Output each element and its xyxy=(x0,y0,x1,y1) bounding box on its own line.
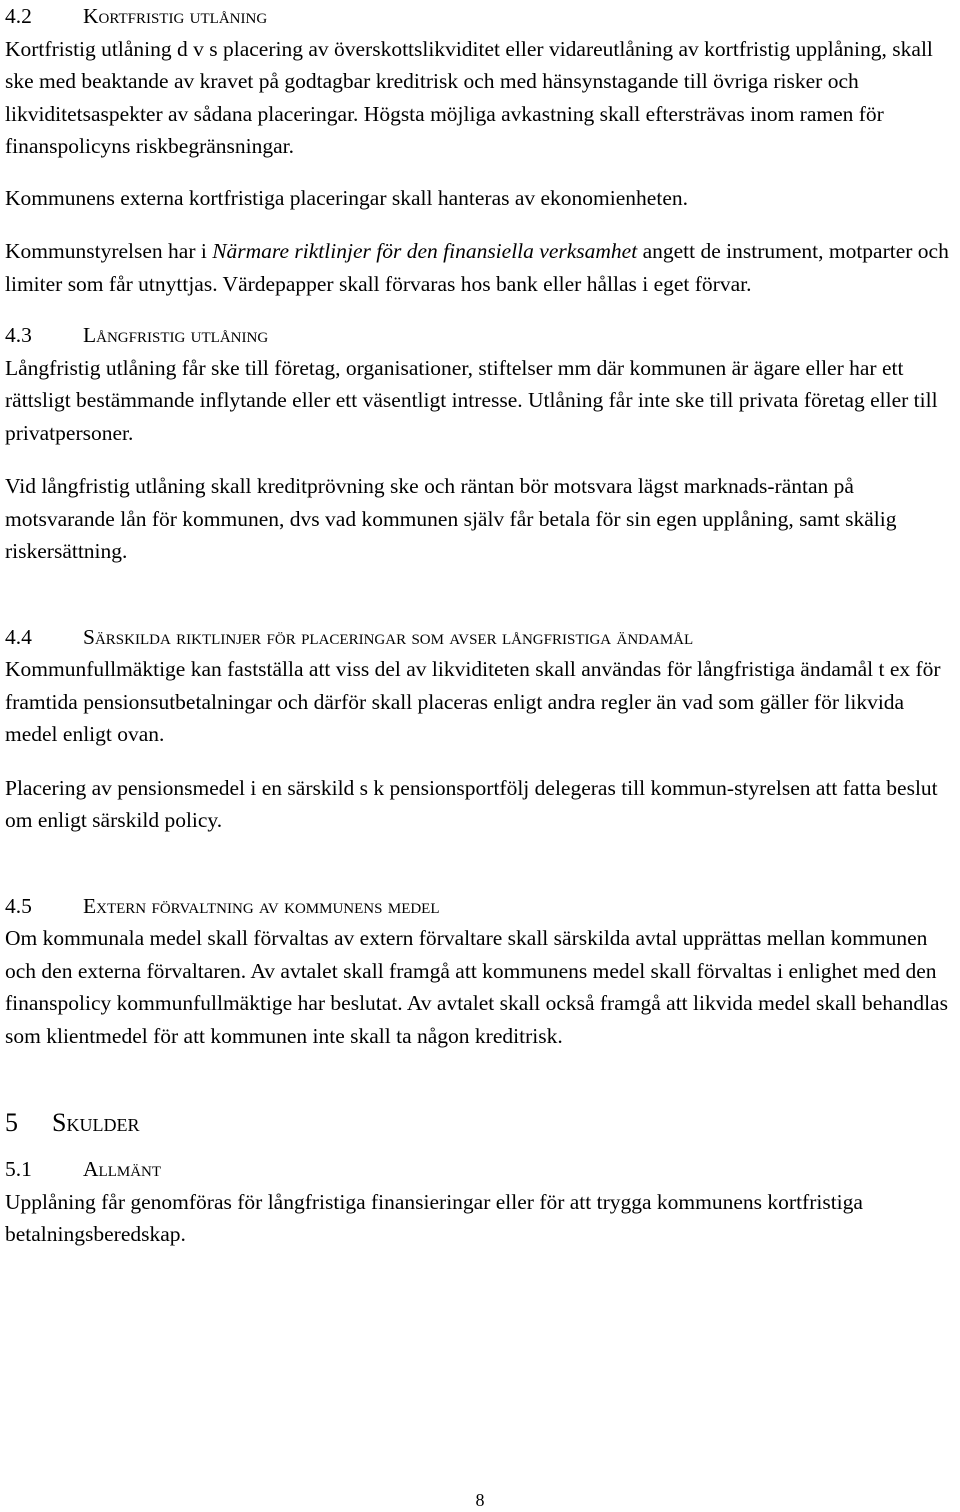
paragraph: Upplåning får genomföras för långfristiga finansieringar eller för att trygga kommunens kortfristiga betalningsberedskap. xyxy=(5,1189,863,1246)
section-number: 4.5 xyxy=(5,893,32,918)
section-number: 5.1 xyxy=(5,1157,32,1181)
paragraph: Placering av pensionsmedel i en särskild s k pensionsportfölj delegeras till kommun-styrelsen att fatta beslut om enligt särskild policy. xyxy=(5,775,938,832)
section-heading-4-3 xyxy=(5,319,953,352)
section-heading-4-5 xyxy=(5,890,953,923)
section-title: Långfristig utlåning xyxy=(83,323,269,347)
paragraph xyxy=(5,235,953,300)
chapter-heading-5 xyxy=(5,1105,953,1141)
paragraph: Om kommunala medel skall förvaltas av extern förvaltare skall särskilda avtal upprättas mellan kommunen och den externa förvaltaren. Av avtalet skall framgå att kommunens medel skall förvaltas i enlighet med den finanspolicy kommunfullmäktige har beslutat. Av avtalet skall också framgå att likvida medel skall behandlas som klientmedel för att kommunen inte skall ta någon kreditrisk. xyxy=(5,926,948,1048)
paragraph: Kommunfullmäktige kan fastställa att viss del av likviditeten skall användas för långfristiga ändamål t ex för framtida pensionsutbetalningar och därför skall placeras enligt andra regler än vad som gäller för likvida medel enligt ovan. xyxy=(5,657,941,746)
section-number: 4.4 xyxy=(5,624,32,649)
paragraph-text: Kommunstyrelsen har i xyxy=(5,239,213,263)
paragraph: Kortfristig utlåning d v s placering av överskottslikviditet eller vidareutlåning av kortfristig upplåning, skall ske med beaktande av kravet på godtagbar kreditrisk och med hänsynstagande till övriga risker och likviditetsaspekter av sådana placeringar. Högsta möjliga avkastning skall eftersträvas inom ramen för finanspolicyns riskbegränsningar. xyxy=(5,36,933,158)
paragraph: Kommunens externa kortfristiga placeringar skall hanteras av ekonomienheten. xyxy=(5,185,688,210)
chapter-title: Skulder xyxy=(52,1108,140,1137)
section-heading-4-2 xyxy=(5,0,953,33)
paragraph-text: angett de instrument, motparter och limiter som får utnyttjas. Värdepapper skall förvaras hos bank eller hållas i eget förvar. xyxy=(5,239,949,296)
section-title: Kortfristig utlåning xyxy=(83,4,268,28)
section-heading-5-1 xyxy=(5,1153,953,1186)
section-number: 4.2 xyxy=(5,4,32,28)
section-number: 4.3 xyxy=(5,323,32,347)
paragraph: Vid långfristig utlåning skall kreditprövning ske och räntan bör motsvara lägst marknads-räntan på motsvarande lån för kommunen, dvs vad kommunen själv får betala för sin egen upplåning, samt skälig riskersättning. xyxy=(5,474,897,563)
document-page xyxy=(5,0,953,1251)
chapter-number: 5 xyxy=(5,1108,18,1137)
document-reference: Närmare riktlinjer för den finansiella verksamhet xyxy=(212,239,638,263)
section-heading-4-4 xyxy=(5,621,953,654)
paragraph: Långfristig utlåning får ske till företag, organisationer, stiftelser mm där kommunen är ägare eller har ett rättsligt bestämmande inflytande eller ett väsentligt intresse. Utlåning får inte ske till privata företag eller till privatpersoner. xyxy=(5,355,938,445)
page-number: 8 xyxy=(475,1490,485,1510)
section-title: Extern förvaltning av kommunens medel xyxy=(83,893,440,918)
section-title: Allmänt xyxy=(83,1157,162,1181)
section-title: Särskilda riktlinjer för placeringar som avser långfristiga ändamål xyxy=(83,624,694,649)
